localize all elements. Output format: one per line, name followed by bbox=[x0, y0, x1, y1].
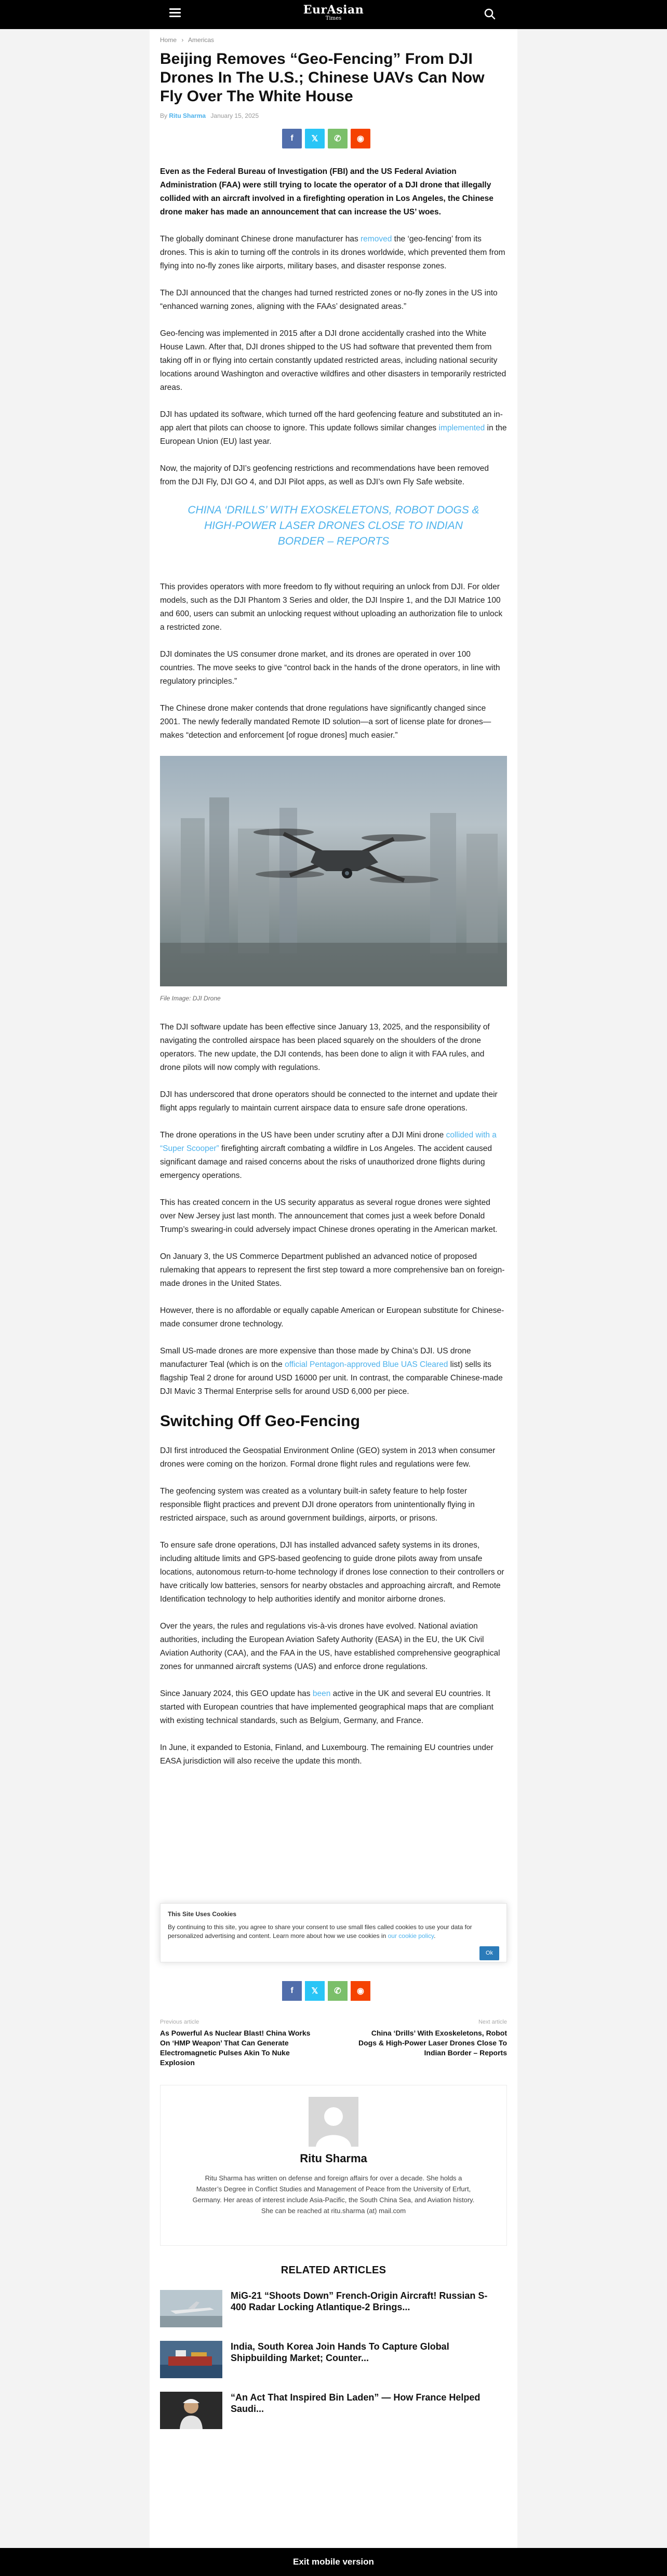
paragraph: This provides operators with more freedom to fly without requiring an unlock from DJI. For older models, such as the DJI Phantom 3 Series and older, the DJI Inspire 1, and the DJI Matrice 100 and 600, users can submit an unlocking request without uploading an authorization file to unlock a restricted zone. bbox=[160, 582, 503, 632]
avatar[interactable] bbox=[309, 2097, 358, 2147]
whatsapp-icon: ✆ bbox=[334, 1987, 341, 1996]
top-bar bbox=[0, 0, 667, 29]
paragraph: The geofencing system was created as a voluntary built-in safety feature to help foster responsible flight practices and prevent DJI drone operators from unintentionally flying in restricted airspace, such as around government buildings, airports, or prisons. bbox=[160, 1487, 475, 1523]
paragraph: The DJI software update has been effective since January 13, 2025, and the responsibility of navigating the controlled airspace has been placed squarely on the shoulders of the drone operators. The new update, the DJI contends, has been done to align it with FAA rules, and drone pilots will now comply with regulations. bbox=[160, 1023, 490, 1072]
removed-link[interactable]: removed bbox=[361, 235, 392, 243]
paragraph: On January 3, the US Commerce Department published an advanced notice of proposed rulemaking that appears to represent the first step toward a more comprehensive ban on foreign-made drones in the United States. bbox=[160, 1252, 505, 1288]
breadcrumb-category[interactable]: Americas bbox=[188, 36, 215, 44]
facebook-share-button[interactable] bbox=[282, 129, 302, 148]
twitter-share-button[interactable] bbox=[305, 1981, 325, 2001]
paragraph: Geo-fencing was implemented in 2015 after a DJI drone accidentally crashed into the White House Lawn. After that, DJI drones shipped to the US had software that prevented them from taking off in or flying into certain constantly updated restricted areas, including national security locations around Washington and overactive wildfires and other disasters in temporarily restricted areas. bbox=[160, 329, 506, 392]
related-thumbnail[interactable] bbox=[160, 2392, 222, 2429]
next-article[interactable] bbox=[351, 2019, 507, 2058]
logo-subtext: Times bbox=[325, 16, 342, 21]
implemented-link[interactable]: implemented bbox=[438, 424, 485, 432]
related-thumbnail[interactable] bbox=[160, 2341, 222, 2378]
paragraph: DJI first introduced the Geospatial Environment Online (GEO) system in 2013 when consumer drones were coming on the horizon. Formal drone flight rules and regulations were few. bbox=[160, 1446, 496, 1469]
been-link[interactable]: been bbox=[312, 1689, 331, 1698]
breadcrumb bbox=[160, 36, 217, 44]
previous-article[interactable] bbox=[160, 2019, 316, 2068]
author-link[interactable]: Ritu Sharma bbox=[169, 112, 206, 119]
paragraph: The Chinese drone maker contends that drone regulations have significantly changed since 2001. The newly federally mandated Remote ID solution—a sort of license plate for drones—makes “detection and enforcement [of rogue drones] much easier.” bbox=[160, 704, 491, 740]
twitter-share-button[interactable] bbox=[305, 129, 325, 148]
reddit-share-button[interactable] bbox=[351, 1981, 370, 2001]
related-item[interactable] bbox=[160, 2337, 507, 2388]
author-box bbox=[160, 2085, 507, 2246]
related-thumbnail[interactable] bbox=[160, 2290, 222, 2327]
site-logo[interactable] bbox=[296, 3, 371, 26]
hamburger-menu-icon[interactable] bbox=[169, 8, 181, 18]
search-icon[interactable] bbox=[483, 7, 497, 21]
cookie-ok-button[interactable]: Ok bbox=[479, 1946, 499, 1960]
related-heading: RELATED ARTICLES bbox=[281, 2265, 386, 2276]
whatsapp-share-button[interactable] bbox=[328, 129, 348, 148]
byline bbox=[160, 112, 259, 119]
image-caption: File Image: DJI Drone bbox=[160, 995, 221, 1002]
paragraph: In June, it expanded to Estonia, Finland, and Luxembourg. The remaining EU countries under EASA jurisdiction will also receive the update this month. bbox=[160, 1743, 493, 1766]
reddit-icon: ◉ bbox=[357, 1987, 364, 1996]
reddit-icon: ◉ bbox=[357, 134, 364, 143]
author-name[interactable]: Ritu Sharma bbox=[300, 2152, 367, 2165]
reddit-share-button[interactable] bbox=[351, 129, 370, 148]
paragraph: Since January 2024, this GEO update has been active in the UK and several EU countries. It started with European countries that have implemented geographical maps that are compliant with existing technical standards, such as Belgium, Germany, and France. bbox=[160, 1689, 493, 1725]
paragraph: Now, the majority of DJI’s geofencing restrictions and recommendations have been removed from the DJI Fly, DJI GO 4, and DJI Pilot apps, as well as DJI’s own Fly Safe website. bbox=[160, 464, 489, 486]
section-heading: Switching Off Geo-Fencing bbox=[160, 1413, 360, 1430]
breadcrumb-separator-icon: › bbox=[181, 36, 184, 44]
paragraph: To ensure safe drone operations, DJI has installed advanced safety systems in its drones, including altitude limits and GPS-based geofencing to guide drone pilots away from unsafe locations, autonomous return-to-home technology if drones lose connection to their controllers or have critically low batteries, sensors for nearby obstacles and approaching aircraft, and Remote Identification technology to help authorities identify and monitor airborne drones. bbox=[160, 1541, 504, 1604]
twitter-icon: 𝕏 bbox=[311, 1987, 318, 1996]
breadcrumb-home[interactable]: Home bbox=[160, 36, 177, 44]
paragraph: DJI has updated its software, which turned off the hard geofencing feature and substituted an in-app alert that pilots can choose to ignore. This update follows similar changes implemented in the European Union (EU) last year. bbox=[160, 410, 507, 446]
author-bio: Ritu Sharma has written on defense and foreign affairs for over a decade. She holds a Master’s Degree in Conflict Studies and Management of Peace from the University of Erfurt, Germany. Her areas of interest include Asia-Pacific, the South China Sea, and Aviation history. She can be reached at ritu.sharma (at) mail.com bbox=[192, 2174, 475, 2215]
paragraph: DJI dominates the US consumer drone market, and its drones are operated in over 100 countries. The move seeks to give “control back in the hands of the drone operators, in line with regulatory principles.” bbox=[160, 650, 500, 686]
by-label: By bbox=[160, 112, 168, 119]
paragraph: The drone operations in the US have been under scrutiny after a DJI Mini drone collided with a “Super Scooper” firefighting aircraft combating a wildfire in Los Angeles. The accident caused significant damage and raised concerns about the risks of unauthorized drone flights during emergency operations. bbox=[160, 1131, 497, 1180]
cookie-banner bbox=[160, 1903, 507, 1962]
related-item[interactable] bbox=[160, 2286, 507, 2337]
share-buttons-top bbox=[282, 129, 370, 148]
article-title: Beijing Removes “Geo-Fencing” From DJI Drones In The U.S.; Chinese UAVs Can Now Fly Over The White House bbox=[160, 50, 485, 105]
related-title[interactable]: “An Act That Inspired Bin Laden” — How France Helped Saudi... bbox=[231, 2392, 481, 2414]
share-buttons-bottom bbox=[282, 1981, 370, 2001]
previous-title[interactable]: As Powerful As Nuclear Blast! China Works On ‘HMP Weapon’ That Can Generate Electromagnetic Pulses Akin To Nuke Explosion bbox=[160, 2029, 311, 2067]
paragraph: Over the years, the rules and regulations vis-à-vis drones have evolved. National aviation authorities, including the European Aviation Safety Authority (EASA) in the EU, the UK Civil Aviation Authority (CAA), and the FAA in the US, have established comprehensive geographical zones for unmanned aircraft systems (UAS) and enforce drone regulations. bbox=[160, 1622, 500, 1671]
cookie-text: By continuing to this site, you agree to share your consent to use small files called cookies to use your data for personalized advertising and content. Learn more about how we use cookies in our cookie policy. bbox=[168, 1923, 472, 1940]
article-body bbox=[160, 165, 507, 1782]
publish-date: January 15, 2025 bbox=[210, 112, 259, 119]
cookie-title: This Site Uses Cookies bbox=[168, 1910, 237, 1918]
next-title[interactable]: China ‘Drills’ With Exoskeletons, Robot Dogs & High-Power Laser Drones Close To Indian Border – Reports bbox=[358, 2029, 507, 2057]
super-scooper-link[interactable]: collided with a “Super Scooper” bbox=[160, 1131, 497, 1153]
paragraph: The DJI announced that the changes had turned restricted zones or no-fly zones in the US into “enhanced warning zones, aligning with the FAAs’ designated areas.” bbox=[160, 289, 498, 311]
exit-mobile-version-button[interactable]: Exit mobile version bbox=[0, 2548, 667, 2576]
blue-uas-link[interactable]: official Pentagon-approved Blue UAS Cleared bbox=[285, 1360, 448, 1369]
facebook-share-button[interactable] bbox=[282, 1981, 302, 2001]
cookie-policy-link[interactable]: our cookie policy bbox=[388, 1932, 434, 1940]
whatsapp-icon: ✆ bbox=[334, 134, 341, 143]
related-title[interactable]: India, South Korea Join Hands To Capture Global Shipbuilding Market; Counter... bbox=[231, 2341, 449, 2363]
related-pull-quote-link[interactable]: CHINA ‘DRILLS’ WITH EXOSKELETONS, ROBOT DOGS & HIGH-POWER LASER DRONES CLOSE TO INDIAN BORDER – REPORTS bbox=[188, 504, 479, 547]
paragraph: However, there is no affordable or equally capable American or European substitute for Chinese-made consumer drone technology. bbox=[160, 1306, 504, 1328]
paragraph: This has created concern in the US security apparatus as several rogue drones were sighted over New Jersey just last month. The announcement that comes just a week before Donald Trump’s swearing-in could adversely impact Chinese drones operating in the American market. bbox=[160, 1198, 498, 1234]
paragraph: DJI has underscored that drone operators should be connected to the internet and update their flight apps regularly to maintain current airspace data to ensure safe drone operations. bbox=[160, 1090, 498, 1113]
related-item[interactable] bbox=[160, 2388, 507, 2438]
related-articles bbox=[160, 2265, 507, 2438]
paragraph: The globally dominant Chinese drone manufacturer has removed the ‘geo-fencing’ from its drones. This is akin to turning off the controls in its drones worldwide, which prevented them from flying into no-fly zones like airports, military bases, and disaster response zones. bbox=[160, 235, 505, 270]
article-page bbox=[150, 29, 517, 2548]
lead-paragraph: Even as the Federal Bureau of Investigation (FBI) and the US Federal Aviation Administration (FAA) were still trying to locate the operator of a DJI drone that illegally collided with an aircraft involved in a firefighting operation in Los Angeles, the Chinese drone maker has made an announcement that can increase the US’ woes. bbox=[160, 167, 493, 216]
whatsapp-share-button[interactable] bbox=[328, 1981, 348, 2001]
facebook-icon: f bbox=[290, 134, 294, 143]
facebook-icon: f bbox=[290, 1986, 294, 1995]
logo-text: EurAsian bbox=[303, 3, 364, 17]
prev-next-nav bbox=[160, 2019, 507, 2076]
next-label: Next article bbox=[478, 2019, 507, 2025]
previous-label: Previous article bbox=[160, 2019, 199, 2025]
drone-image bbox=[160, 756, 507, 986]
twitter-icon: 𝕏 bbox=[311, 134, 318, 143]
paragraph: Small US-made drones are more expensive than those made by China’s DJI. US drone manufacturer Teal (which is on the official Pentagon-approved Blue UAS Cleared list) sells its flagship Teal 2 drone for around USD 16000 per unit. In contrast, the comparable Chinese-made DJI Mavic 3 Thermal Enterprise sells for around USD 6,000 per piece. bbox=[160, 1347, 503, 1396]
related-title[interactable]: MiG-21 “Shoots Down” French-Origin Aircraft! Russian S-400 Radar Locking Atlantique-2 Brings... bbox=[231, 2290, 488, 2312]
